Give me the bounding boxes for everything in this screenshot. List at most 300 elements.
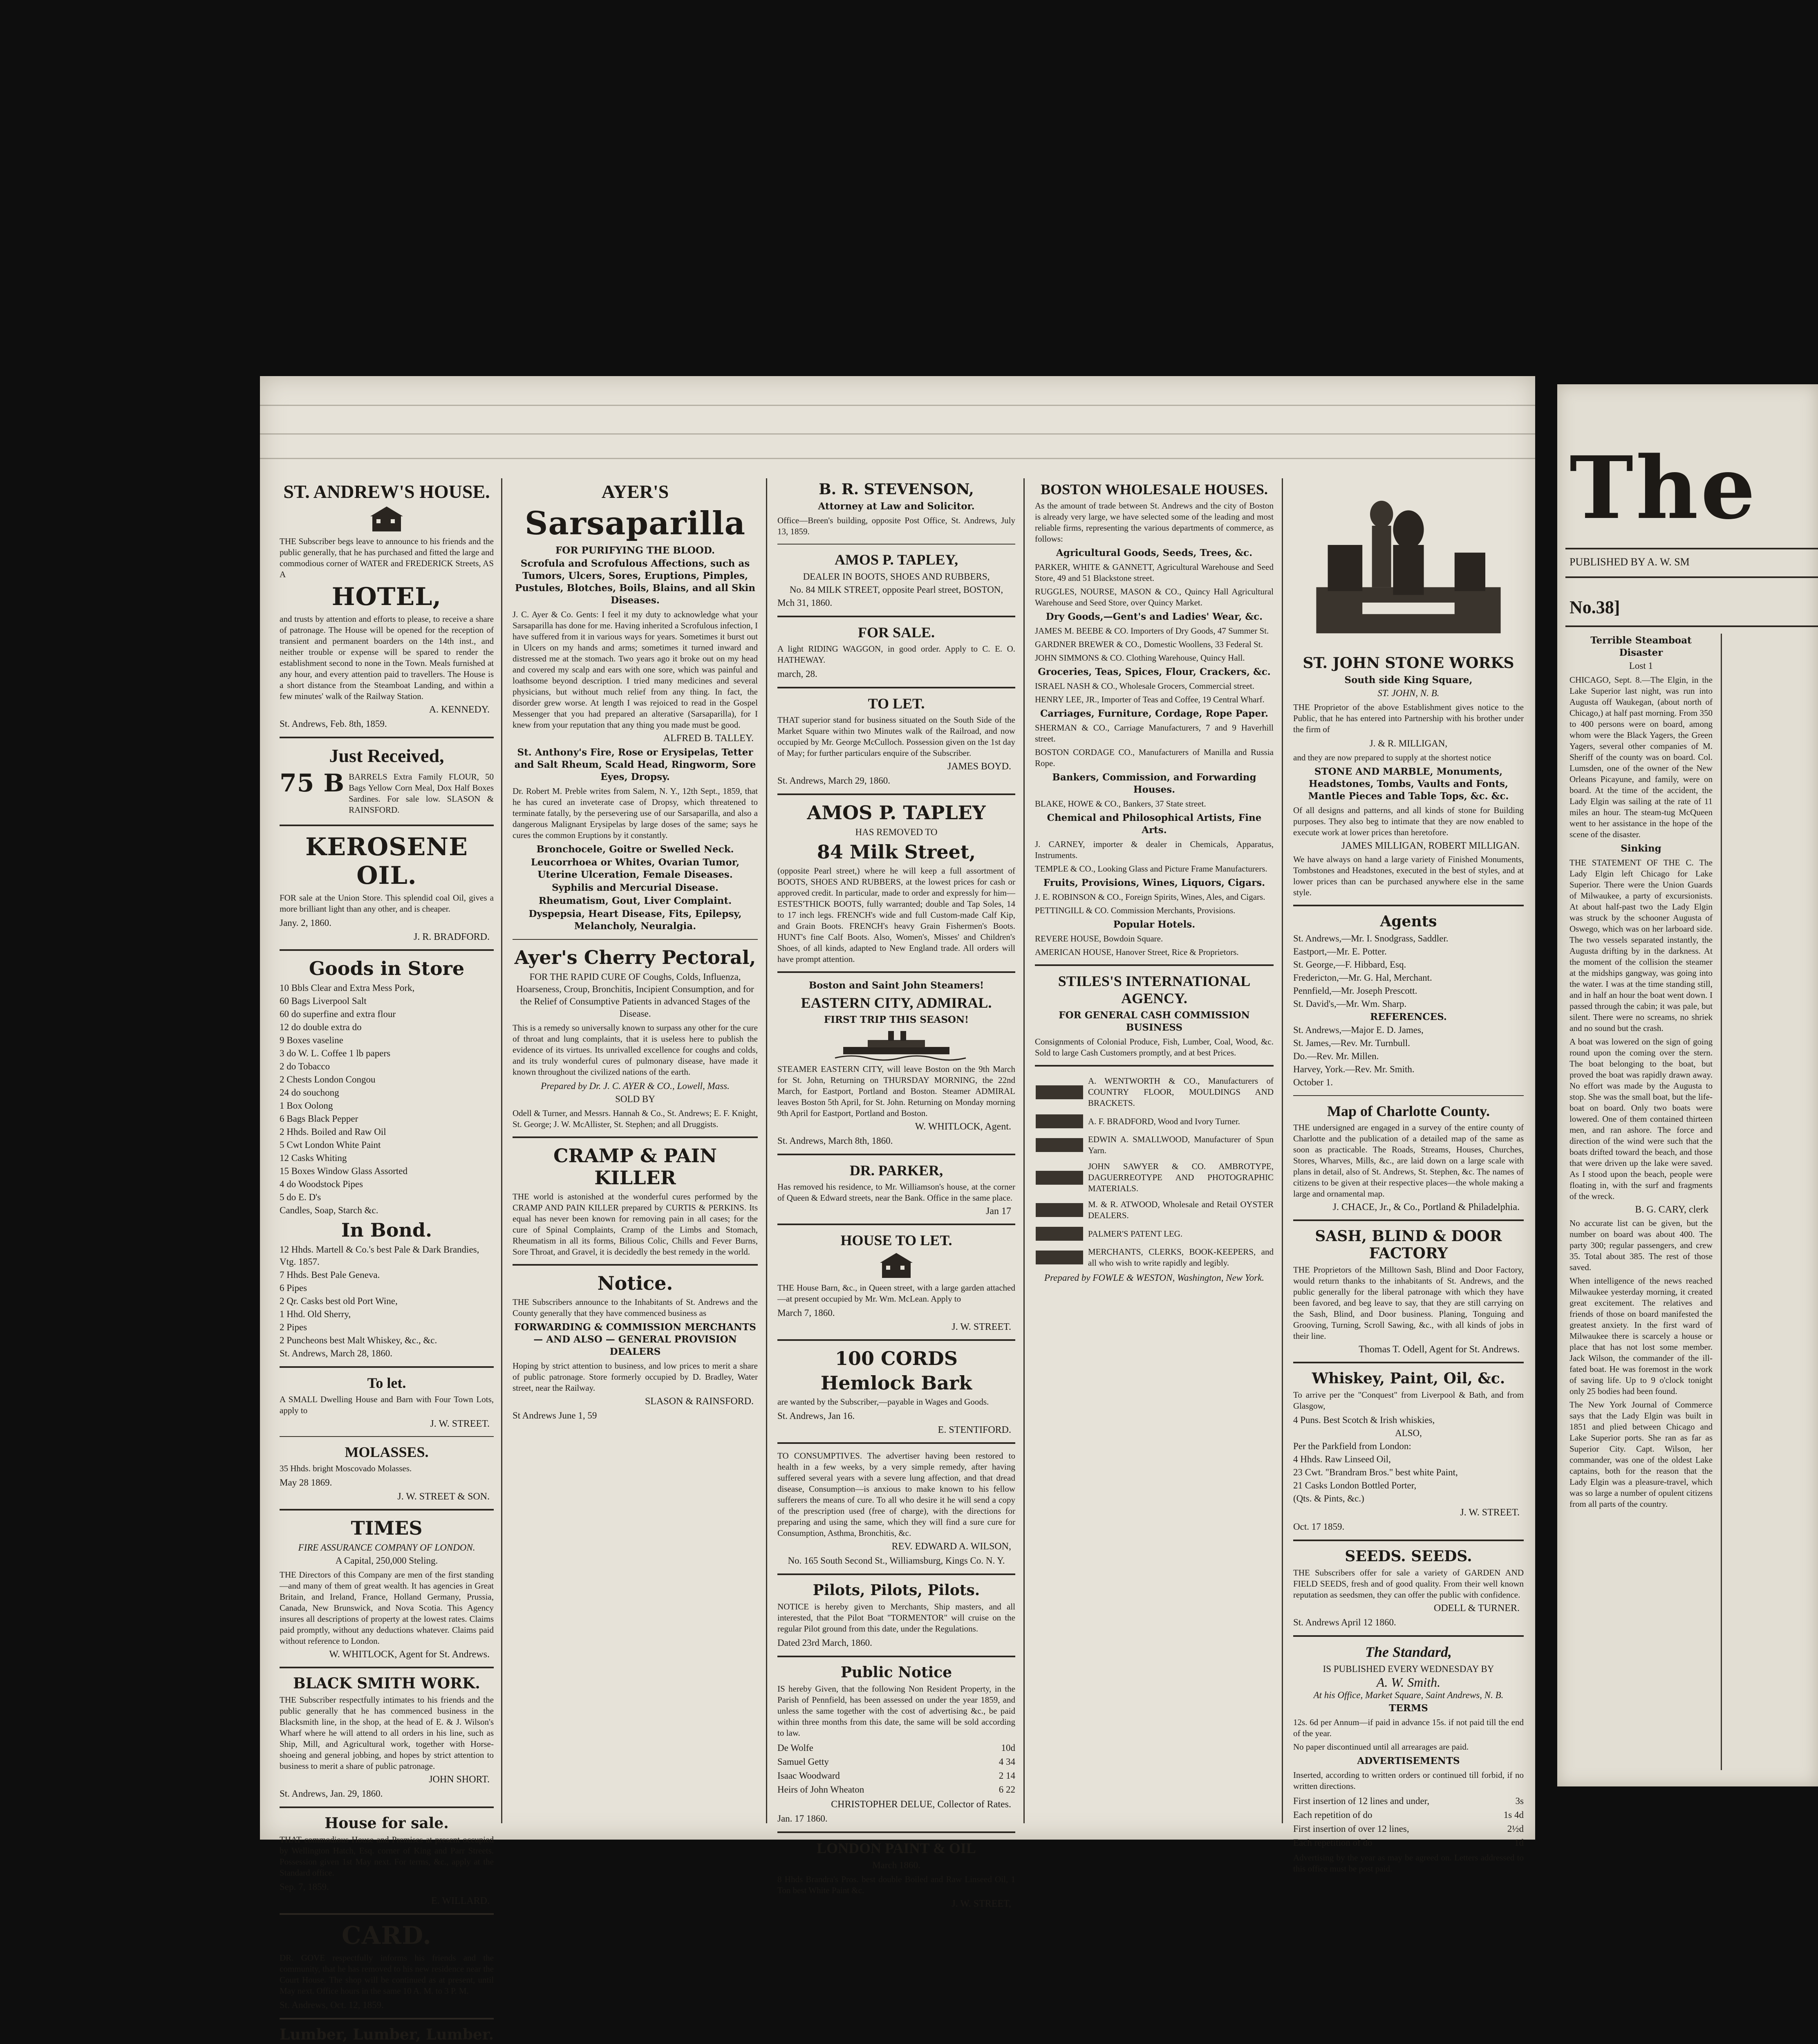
list-item: HENRY LEE, JR., Importer of Teas and Coffee, 19 Central Wharf.: [1035, 695, 1265, 704]
list-item: AMERICAN HOUSE, Hanover Street, Rice & Proprietors.: [1035, 947, 1239, 957]
ad-divider: [280, 1436, 494, 1437]
list-item: 2 Hhds. Boiled and Raw Oil: [280, 1127, 386, 1137]
cell: 4 34: [999, 1757, 1015, 1767]
ad-subtitle: FIRST TRIP THIS SEASON!: [824, 1014, 969, 1025]
ad-title: House for sale.: [325, 1815, 449, 1832]
ad-title: Sarsaparilla: [524, 505, 746, 542]
house-icon: [878, 1251, 915, 1280]
cell: Isaac Woodward: [777, 1771, 840, 1781]
masthead-rule: [1565, 576, 1818, 578]
newspaper-page: [260, 376, 1535, 2043]
ad-date: March 1860.: [872, 1860, 920, 1870]
ad-signature: Thomas T. Odell, Agent for St. Andrews.: [1359, 1344, 1520, 1355]
ad-title: To let.: [367, 1375, 406, 1391]
ad-text: To arrive per the "Conquest" from Liverpool & Bath, and from Glasgow,: [1293, 1390, 1524, 1411]
ad-subtitle: FORWARDING & COMMISSION MERCHANTS — AND ALSO — GENERAL PROVISION DEALERS: [514, 1322, 756, 1357]
ad-subtitle: DEALER IN BOOTS, SHOES AND RUBBERS,: [803, 572, 990, 582]
ad-signature: CHRISTOPHER DELUE, Collector of Rates.: [831, 1799, 1011, 1810]
ad-title: AMOS P. TAPLEY,: [834, 551, 958, 568]
list-item: 5 Cwt London White Paint: [280, 1140, 381, 1150]
ad-title: ST. ANDREW'S HOUSE.: [283, 481, 490, 502]
cell: 10d: [1001, 1743, 1015, 1753]
ad-title: Lumber, Lumber, Lumber.: [280, 2026, 494, 2043]
ad-address: No. 165 South Second St., Williamsburg, Kings Co. N. Y.: [788, 1555, 1005, 1566]
column-3: [770, 478, 1023, 1909]
ad-divider: [777, 793, 1015, 795]
ad-date: St. Andrews, March 29, 1860.: [777, 775, 890, 786]
table-row: [1293, 1794, 1524, 1808]
ad-address: No. 84 MILK STREET, opposite Pearl street, BOSTON,: [789, 585, 1003, 595]
publisher-name: A. W. Smith.: [1376, 1675, 1441, 1690]
list-item: 24 do souchong: [280, 1087, 339, 1098]
list-item: 3 do W. L. Coffee 1 lb papers: [280, 1048, 391, 1058]
list-item: RUGGLES, NOURSE, MASON & CO., Quincy Hall Agricultural Warehouse and Seed Store, over Quincy Market.: [1035, 587, 1274, 607]
column-rule: [1721, 634, 1722, 1770]
ad-divider: [1293, 1219, 1524, 1221]
masthead-rule: [1565, 625, 1818, 627]
list-item: Fredericton,—Mr. G. Hal, Merchant.: [1293, 973, 1432, 983]
section-head: Bankers, Commission, and Forwarding Houses.: [1052, 772, 1256, 795]
ad-text: THE Subscriber respectfully intimates to his friends and the public generally that he has commenced business in the Blacksmith line, in the shop, at the head of E. & J. Wilson's Wharf where he will attend to all orders in his line, such as Ship, Mill, and Agricultural work, together with Horse-shoeing and general jobbing, and hopes by strict attention to business to merit a share of public patronage.: [280, 1695, 494, 1771]
cell: Heirs of John Wheaton: [777, 1784, 864, 1795]
list-item: [1035, 1159, 1274, 1197]
list-item: [1035, 1132, 1274, 1159]
ad-text: Inserted, according to written orders or continued till forbid, if no written directions.: [1293, 1770, 1524, 1791]
list-item: Do.—Rev. Mr. Millen.: [1293, 1051, 1379, 1061]
list-item: 9 Boxes vaseline: [280, 1035, 343, 1045]
ad-text: THE world is astonished at the wonderful cures performed by the CRAMP AND PAIN KILLER prepared by CURTIS & PERKINS. Its equal has never been known for removing pain in all cases; for the cure of Spinal Complaints, Cramp of the Limbs and Stomach, Rheumatism in all its forms, Bilious Colic, Chills and Fever Burns, Sore Throat, and Gravel, it is decidedly the best remedy in the world.: [513, 1192, 758, 1257]
ad-subtitle: TERMS: [1389, 1703, 1428, 1714]
section-head: Groceries, Teas, Spices, Flour, Crackers, &c.: [1038, 666, 1271, 677]
section-head: Carriages, Furniture, Cordage, Rope Paper.: [1040, 708, 1269, 719]
ad-text: Advertising by the year as may be agreed on. Letters addressed to this office must be post paid.: [1293, 1853, 1524, 1874]
ad-date: March 7, 1860.: [777, 1308, 835, 1318]
list-item: [1035, 1244, 1274, 1271]
ad-subtitle: South side King Square,: [1344, 675, 1473, 686]
list-item: 12 do double extra do: [280, 1022, 362, 1032]
ad-text: NOTICE is hereby given to Merchants, Ship masters, and all interested, that the Pilot Boat "TORMENTOR" will cruise on the regular Pilot ground from this date, under the Regulations.: [777, 1602, 1015, 1634]
list-item: [1035, 1197, 1274, 1224]
ad-title: HOTEL,: [331, 583, 442, 611]
ad-divider: [777, 971, 1015, 973]
ad-signature: J. W. STREET.: [952, 1322, 1011, 1332]
news-headline: Terrible Steamboat Disaster: [1590, 635, 1692, 658]
news-signature: B. G. CARY, clerk: [1635, 1204, 1708, 1215]
list-item: 2 Puncheons best Malt Whiskey, &c., &c.: [280, 1335, 437, 1345]
ad-date: St. Andrews, Jan 16.: [777, 1411, 855, 1421]
cell: Samuel Getty: [777, 1757, 829, 1767]
list-item: ISRAEL NASH & CO., Wholesale Grocers, Commercial street.: [1035, 681, 1255, 691]
list-item-text: EDWIN A. SMALLWOOD, Manufacturer of Spun Yarn.: [1088, 1134, 1274, 1155]
ad-date: Jan. 17 1860.: [777, 1813, 828, 1824]
ad-signature: JAMES MILLIGAN, ROBERT MILLIGAN.: [1341, 840, 1520, 851]
ad-date: May 28 1869.: [280, 1477, 332, 1488]
list-item: St. George,—F. Hibbard, Esq.: [1293, 959, 1406, 970]
cell: Each repetition of do: [1293, 1810, 1372, 1820]
ad-title: HOUSE TO LET.: [840, 1232, 952, 1248]
news-text: The New York Journal of Commerce says that the Lady Elgin was built in 1851 and plied between Chicago and Lake Superior ports. She ran as far as Superior City. Capt. Wilson, her commander, was one of the oldest Lake captains, both for the reason that the Lady Elgin was a pleasure-travel, which was so large a number of opulent citizens from all parts of the country.: [1569, 1400, 1713, 1509]
list-item: 1 Box Oolong: [280, 1100, 333, 1111]
ad-title: Agents: [1380, 913, 1437, 930]
masthead-publisher: PUBLISHED BY A. W. SM: [1569, 556, 1690, 568]
ad-title: The Standard,: [1365, 1644, 1452, 1660]
ad-text: THE Subscribers offer for sale a variety of GARDEN AND FIELD SEEDS, fresh and of good quality. From their well known reputation as seedsmen, they can offer the public with confidence.: [1293, 1568, 1524, 1600]
ad-title: SEEDS. SEEDS.: [1345, 1548, 1472, 1565]
masthead-title: The: [1569, 437, 1758, 538]
ad-divider: [777, 1154, 1015, 1155]
ad-signature: W. WHITLOCK, Agent.: [915, 1121, 1011, 1132]
ad-date: St Andrews June 1, 59: [513, 1410, 597, 1421]
list-item: 12 Hhds. Martell & Co.'s best Pale & Dark Brandies, Vtg. 1857.: [280, 1244, 479, 1267]
ad-divider: [513, 1264, 758, 1266]
ad-title: Public Notice: [840, 1664, 952, 1681]
column-1: [272, 478, 501, 2043]
list-item: 10 Bbls Clear and Extra Mess Pork,: [280, 983, 415, 993]
list-item: 4 Puns. Best Scotch & Irish whiskies,: [1293, 1415, 1435, 1425]
ad-divider: [1293, 1540, 1524, 1541]
ad-subtitle: Scrofula and Scrofulous Affections, such as Tumors, Ulcers, Sores, Eruptions, Pimples, Pustules, Blotches, Boils, Blains, and all Skin Diseases.: [515, 558, 755, 606]
list-item: St. Andrews,—Major E. D. James,: [1293, 1025, 1424, 1035]
ad-date: St. Andrews April 12 1860.: [1293, 1617, 1396, 1627]
ad-title: Hemlock Bark: [820, 1372, 972, 1394]
printer-credit: Prepared by FOWLE & WESTON, Washington, New York.: [1044, 1273, 1264, 1283]
ad-text: and trusts by attention and efforts to please, to receive a share of patronage. The House will be opened for the reception of transient and permanent boarders on the 14th inst., and neither trouble or expense will be spared to render the establishment second to none in the Town. Meals furnished at any hour, and every attention paid to travellers. The House is a short distance from the Steamboat Landing, and within a few minutes' walk of the Railway Station.: [280, 614, 494, 701]
list-item: J. E. ROBINSON & CO., Foreign Spirits, Wines, Ales, and Cigars.: [1035, 892, 1265, 902]
ad-date: October 1.: [1293, 1077, 1333, 1087]
list-item: TEMPLE & CO., Looking Glass and Picture Frame Manufacturers.: [1035, 864, 1267, 874]
list-item: PETTINGILL & CO. Commission Merchants, Provisions.: [1035, 905, 1236, 915]
ad-title: MOLASSES.: [345, 1444, 429, 1460]
list-item-text: JOHN SAWYER & CO. AMBROTYPE, DAGUERREOTYPE AND PHOTOGRAPHIC MATERIALS.: [1088, 1161, 1274, 1193]
list-item: ALSO,: [1395, 1428, 1422, 1438]
list-item: 4 do Woodstock Pipes: [280, 1179, 363, 1189]
ad-title: KEROSENE OIL.: [305, 833, 468, 890]
list-item: Per the Parkfield from London:: [1293, 1441, 1411, 1451]
ad-text: FOR sale at the Union Store. This splendid coal Oil, gives a more brilliant light than any other, and is cheaper.: [280, 893, 494, 914]
ad-divider: [1035, 964, 1274, 966]
ad-title: Just Received,: [329, 745, 444, 766]
news-column: [1565, 634, 1717, 1778]
ad-divider: [777, 616, 1015, 617]
section-head: Popular Hotels.: [1113, 919, 1196, 930]
ad-initial: 75 B: [280, 769, 345, 798]
ad-subtitle: ST. JOHN, N. B.: [1377, 688, 1440, 698]
ad-address: At his Office, Market Square, Saint Andrews, N. B.: [1313, 1690, 1504, 1700]
column-rule: [501, 478, 502, 1823]
ad-text: THAT superior stand for business situated on the South Side of the Market Square within two Minutes walk of the Railroad, and now occupied by Mr. George McCulloch. Possession given on the 1st day of May; for further particulars enquire of the Subscriber.: [777, 715, 1015, 758]
column-rule: [1282, 478, 1283, 1823]
cell: 2 14: [999, 1771, 1015, 1781]
ad-divider: [1293, 905, 1524, 906]
list-item: 4 Hhds. Raw Linseed Oil,: [1293, 1454, 1391, 1464]
ad-date: Jan 17: [986, 1206, 1011, 1217]
ad-text: Dr. Robert M. Preble writes from Salem, N. Y., 12th Sept., 1859, that he has cured an inveterate case of Dropsy, which threatened to terminate fatally, by the persevering use of our Sarsaparilla, and also a dangerous Malignant Erysipelas by large doses of the same; says he cures the common Eruptions by it constantly.: [513, 786, 758, 840]
ad-divider: [777, 1656, 1015, 1657]
ad-text: THE Proprietors of the Milltown Sash, Blind and Door Factory, would return thanks to the inhabitants of St. Andrews, and the public generally for the liberal patronage with which they have been favored, and beg leave to say, that they are still carrying on the Sash, Blind, and Door business. Planing, Tonguing and Grooving, Turning, Scroll Sawing, &c., with all kinds of jobs in their line.: [1293, 1265, 1524, 1341]
ad-subtitle: FOR PURIFYING THE BLOOD.: [555, 545, 715, 556]
ad-text: STEAMER EASTERN CITY, will leave Boston on the 9th March for St. John, Returning on THURSDAY MORNING, the 22nd March, for Eastport, Portland and Boston. Steamer ADMIRAL leaves Boston 5th April, for St. John. Returning on Monday morning 9th April for Eastport, Portland and Boston.: [777, 1064, 1015, 1118]
ad-title: SASH, BLIND & DOOR FACTORY: [1315, 1228, 1502, 1262]
ad-text: BARRELS Extra Family FLOUR, 50 Bags Yellow Corn Meal, Dox Half Boxes Sardines. For sale low. SLASON & RAINSFORD.: [349, 772, 494, 815]
list-item-text: A. WENTWORTH & CO., Manufacturers of COUNTRY FLOOR, MOULDINGS AND BRACKETS.: [1088, 1076, 1274, 1108]
ad-title: Pilots, Pilots, Pilots.: [813, 1582, 980, 1599]
cell: 2½d: [1507, 1824, 1524, 1834]
ad-text: TO CONSUMPTIVES. The advertiser having been restored to health in a few weeks, by a very simple remedy, after having suffered several years with a severe lung affection, and that dread disease, Consumption—is anxious to make known to his fellow sufferers the means of cure. To all who desire it he will send a copy of the prescription used (free of charge), with the directions for preparing and using the same, which they will find a sure cure for Consumption, Asthma, Bronchitis, &c.: [777, 1451, 1015, 1538]
table-row: [1293, 1808, 1524, 1822]
list-item: JAMES M. BEEBE & CO. Importers of Dry Goods, 47 Summer St.: [1035, 626, 1269, 636]
ad-date: St. Andrews, Oct. 12, 1859.: [280, 2000, 384, 2010]
ad-subtitle: IS PUBLISHED EVERY WEDNESDAY BY: [1323, 1664, 1494, 1674]
section-head: Fruits, Provisions, Wines, Liquors, Cigars.: [1043, 877, 1265, 888]
ad-subtitle: Bronchocele, Goitre or Swelled Neck.: [536, 844, 734, 855]
table-row: [777, 1783, 1015, 1797]
list-item: Eastport,—Mr. E. Potter.: [1293, 946, 1387, 957]
ad-subtitle: HAS REMOVED TO: [855, 827, 938, 837]
ad-text: Odell & Turner, and Messrs. Hannah & Co., St. Andrews; E. F. Knight, St. George; J. W. McAllister, St. Stephen; and all Druggists.: [513, 1108, 758, 1129]
engraving-icon: [1035, 1168, 1084, 1188]
list-item: SHERMAN & CO., Carriage Manufacturers, 7 and 9 Haverhill street.: [1035, 723, 1274, 744]
ad-text: THE Directors of this Company are men of the first standing—and many of them of great wealth. It has agencies in Great Britain, and Ireland, France, Holland Germany, Prussia, Canada, New Brunswick, and Nova Scotia. This Agency insures all descriptions of property at the lowest rates. Claims paid promptly, without any deductions whatever. Claims paid without reference to London.: [280, 1570, 494, 1646]
ad-text: A light RIDING WAGGON, in good order. Apply to C. E. O. HATHEWAY.: [777, 644, 1015, 665]
list-item: 2 Pipes: [280, 1322, 307, 1332]
ad-text: and they are now prepared to supply at the shortest notice: [1293, 753, 1491, 762]
list-item: Candles, Soap, Starch &c.: [280, 1205, 378, 1215]
ad-text: This is a remedy so universally known to surpass any other for the cure of throat and lung complaints, that it is useless here to publish the evidence of its virtues. Its unrivalled excellence for coughs and colds, and its truly wonderful cures of pulmonary disease, have made it known throughout the civilized nations of the earth.: [513, 1023, 758, 1077]
ad-signature: E. WILLARD.: [431, 1896, 490, 1906]
ad-signature: E. STENTIFORD.: [938, 1425, 1011, 1435]
ad-title: Goods in Store: [309, 957, 465, 979]
ad-title: Ayer's Cherry Pectoral,: [514, 946, 756, 968]
engraving-icon: [1035, 1200, 1084, 1220]
list-item: 2 Chests London Congou: [280, 1074, 376, 1085]
list-item: Pennfield,—Mr. Joseph Prescott.: [1293, 986, 1417, 996]
list-item: JOHN SIMMONS & CO. Clothing Warehouse, Quincy Hall.: [1035, 653, 1245, 663]
list-item: 7 Hhds. Best Pale Geneva.: [280, 1270, 380, 1280]
ad-title: CARD.: [342, 1921, 432, 1950]
column-rule: [1023, 478, 1025, 1823]
paper-crease: [260, 433, 1535, 435]
house-icon: [368, 505, 405, 533]
list-item: 21 Casks London Bottled Porter,: [1293, 1480, 1417, 1490]
ad-text: Office—Breen's building, opposite Post Office, St. Andrews, July 13, 1859.: [777, 515, 1015, 536]
news-text: CHICAGO, Sept. 8.—The Elgin, in the Lake Superior last night, was run into Augusta off Waukegan, (about north of Chicago,) at half past morning. From 350 to 400 persons were on board, among whom were the Black Yagers, the Green Yagers, several other companies of M. Sheriff of the county was on board. Col. Lumsden, one of the owner of the New Orleans Picayune, and family, were on board. At the time of the accident, the Lady Elgin was sailing at the rate of 11 miles an hour. The steam-tug McQueen went to her assistance in the hope of the scene of the disaster.: [1569, 675, 1713, 839]
list-item: 60 Bags Liverpool Salt: [280, 996, 367, 1006]
ad-text: No paper discontinued until all arrearages are paid.: [1293, 1742, 1469, 1752]
news-text: When intelligence of the news reached Milwaukee yesterday morning, it created great excitement. The relatives and friends of those on board manifested the greatest anxiety. In the first ward of Milwaukee there is scarcely a house or place that has not lost some member. Jack Wilson, the commander of the ill-fated boat. He was foremost in the work of saving life. Up to 9 o'clock tonight only 25 bodies had been found.: [1569, 1276, 1713, 1396]
ad-title: LONDON PAINT & OIL: [817, 1840, 976, 1856]
ad-signature: JOHN SHORT.: [429, 1774, 490, 1785]
ad-subtitle: FOR THE RAPID CURE OF Coughs, Colds, Influenza, Hoarseness, Croup, Bronchitis, Incipient Consumption, and for the Relief of Consumptive Patients in advanced Stages of the Disease.: [516, 972, 754, 1019]
ad-title: EASTERN CITY, ADMIRAL.: [801, 995, 992, 1011]
list-item-text: A. F. BRADFORD, Wood and Ivory Turner.: [1088, 1116, 1240, 1126]
list-item-text: PALMER'S PATENT LEG.: [1088, 1228, 1183, 1239]
ad-text: DR. GOVE respectfully informs his friends and the community, that he has removed to his new residence near the Court House. The shop will be continued as at present, until May next. Office hours in the same 10 A. M. to 3 P. M.: [280, 1953, 494, 1996]
ad-signature: A. KENNEDY.: [429, 704, 490, 715]
ad-title: 100 CORDS: [835, 1347, 958, 1369]
news-subhead: Lost 1: [1629, 661, 1653, 671]
ad-subtitle: Dyspepsia, Heart Disease, Fits, Epilepsy, Melancholy, Neuralgia.: [528, 908, 742, 932]
ad-divider: [280, 949, 494, 951]
paper-crease: [260, 405, 1535, 406]
ad-title: AMOS P. TAPLEY: [807, 802, 986, 824]
ad-text: A SMALL Dwelling House and Barn with Four Town Lots, apply to: [280, 1394, 494, 1415]
list-item: Harvey, York.—Rev. Mr. Smith.: [1293, 1064, 1415, 1074]
list-item: [1035, 1111, 1274, 1132]
ad-text: IS hereby Given, that the following Non Resident Property, in the Parish of Pennfield, has been assessed on under the year 1859, and unless the same together with the cost of advertising &c., be paid within three months from this date, the same will be sold according to law.: [777, 1684, 1015, 1738]
column-2: [505, 478, 765, 1827]
issue-number: No.38]: [1569, 597, 1620, 617]
list-item: 23 Cwt. "Brandram Bros." best white Paint,: [1293, 1467, 1458, 1477]
next-page: [1557, 384, 1818, 1786]
engraving-icon: [1035, 1247, 1084, 1268]
ad-signature: SLASON & RAINSFORD.: [645, 1396, 754, 1407]
ad-date: St. Andrews, March 8th, 1860.: [777, 1136, 893, 1146]
ad-subtitle: FOR GENERAL CASH COMMISSION BUSINESS: [1059, 1010, 1250, 1033]
ad-title: TIMES: [351, 1517, 423, 1539]
ad-signature: REV. EDWARD A. WILSON,: [891, 1541, 1011, 1552]
table-row: [777, 1769, 1015, 1783]
ad-signature: J. W. STREET.: [430, 1419, 490, 1429]
ad-text: Consignments of Colonial Produce, Fish, Lumber, Coal, Wood, &c. Sold to large Cash Customers promptly, and at best Prices.: [1035, 1037, 1274, 1058]
ad-title: DR. PARKER,: [849, 1162, 943, 1179]
cell: 1d: [1514, 1838, 1524, 1848]
list-item: REVERE HOUSE, Bowdoin Square.: [1035, 934, 1163, 944]
ad-divider: [1035, 1065, 1274, 1067]
ad-maker: Prepared by Dr. J. C. AYER & CO., Lowell, Mass.: [541, 1081, 730, 1091]
ad-divider: [777, 687, 1015, 688]
section-head: Chemical and Philosophical Artists, Fine Arts.: [1047, 812, 1262, 836]
ad-signature: J. W. STREET.: [1460, 1507, 1520, 1518]
ad-date: Dated 23rd March, 1860.: [777, 1638, 872, 1648]
list-item: GARDNER BREWER & CO., Domestic Woollens, 33 Federal St.: [1035, 639, 1263, 649]
ad-title: AYER'S: [601, 481, 669, 502]
list-item: 2 Qr. Casks best old Port Wine,: [280, 1296, 398, 1306]
ad-signature: J. R. BRADFORD.: [413, 932, 490, 942]
ad-title: Whiskey, Paint, Oil, &c.: [1312, 1370, 1505, 1387]
ad-text: THE undersigned are engaged in a survey of the entire county of Charlotte and the publication of a detailed map of the same as soon as practicable. The Roads, Streams, Houses, Churches, Stores, Wharves, Mills, &c., are laid down on a large scale with plans in detail, also of St. Andrews, St. Stephen, &c. The names of citizens to be given at their respective places—the whole making a large and ornamental map.: [1293, 1123, 1524, 1199]
table-row: [777, 1741, 1015, 1755]
ad-date: march, 28.: [777, 669, 817, 679]
ad-subtitle: Leucorrhoea or Whites, Ovarian Tumor, Uterine Ulceration, Female Diseases.: [531, 857, 740, 880]
list-item: St. Andrews,—Mr. I. Snodgrass, Saddler.: [1293, 933, 1449, 944]
list-item: 12 Casks Whiting: [280, 1153, 347, 1163]
news-text: THE STATEMENT OF THE C. The Lady Elgin left Chicago for Lake Superior. There were the Union Guards of Milwaukee, a party of excursionists. At about half-past two the Lady Elgin was struck by the schooner Augusta of Oswego, which was on her larboard side. The two vessels separated instantly, the Augusta drifting by in the darkness. At the moment of the collision the steamer at the midships gangway, was going into the water. I was at the time standing still, and in half an hour the boat went down. I passed through the cabin; it was pale, but silent. There were no screams, no shriek and no sound but the crash.: [1569, 858, 1713, 1033]
list-item: BOSTON CORDAGE CO., Manufacturers of Manilla and Russia Rope.: [1035, 747, 1274, 768]
ad-divider: [777, 1831, 1015, 1833]
ad-divider: [513, 939, 758, 940]
ad-text: As the amount of trade between St. Andrews and the city of Boston is already very large, we have selected some of the leading and most reliable firms, representing the various departments of commerce, as follows:: [1035, 501, 1274, 544]
ad-date: St. Andrews, Jan. 29, 1860.: [280, 1788, 383, 1799]
table-row: [777, 1755, 1015, 1769]
ad-text: We have always on hand a large variety of Finished Monuments, Tombstones and Headstones, executed in the best of styles, and at lower prices than can be purchased anywhere else in the same style.: [1293, 854, 1524, 897]
ad-date: Mch 31, 1860.: [777, 598, 833, 608]
cell: Each repetition of do: [1293, 1838, 1372, 1848]
ad-divider: [280, 2018, 494, 2019]
ad-signature: JAMES BOYD.: [947, 761, 1011, 772]
ad-text: (opposite Pearl street,) where he will keep a full assortment of BOOTS, SHOES AND RUBBERS, at the lowest prices for cash or approved credit. In particular, made to order and expressly for him— ESTES'THICK BOOTS, fully warranted; double and Tap Soles, 14 to 17 inch legs. FRENCH's wide and full Custom-made Calf Kip, and Grain Boots. FRENCH's heavy Grain Fishermen's Boots. HUNT's fine Calf Boots. Also, Women's, Misses' and Children's Shoes, of all kinds, adapted to New England trade. All orders will have prompt attention.: [777, 866, 1015, 964]
ad-signature: W. WHITLOCK, Agent for St. Andrews.: [329, 1649, 490, 1660]
ad-subtitle: ADVERTISEMENTS: [1357, 1755, 1460, 1766]
ad-divider: [1293, 1095, 1524, 1096]
ad-subtitle: REFERENCES.: [1370, 1011, 1447, 1022]
list-item: 5 do E. D's: [280, 1192, 321, 1202]
masthead-rule: [1565, 548, 1818, 549]
list-item: 60 do superfine and extra flour: [280, 1009, 396, 1019]
ad-title: BOSTON WHOLESALE HOUSES.: [1041, 481, 1268, 498]
list-item: 6 Bags Black Pepper: [280, 1114, 358, 1124]
engraving-icon: [1035, 1135, 1084, 1155]
ad-sold-by: SOLD BY: [615, 1094, 655, 1104]
cell: 1s 4d: [1503, 1810, 1524, 1820]
ad-date: Oct. 17 1859.: [1293, 1522, 1345, 1532]
ad-text: THE Subscribers announce to the Inhabitants of St. Andrews and the County generally that they have commenced business as: [513, 1297, 758, 1318]
ad-subtitle: FIRE ASSURANCE COMPANY OF LONDON.: [298, 1542, 475, 1553]
ad-divider: [280, 1509, 494, 1511]
ad-divider: [280, 1366, 494, 1368]
engraving-icon: [1035, 1224, 1084, 1244]
list-item: (Qts. & Pints, &c.): [1293, 1493, 1364, 1504]
ad-title: B. R. STEVENSON,: [819, 481, 974, 498]
ad-head: Boston and Saint John Steamers!: [808, 980, 984, 991]
ad-title: Notice.: [597, 1272, 673, 1294]
cell: 3s: [1515, 1796, 1524, 1806]
ad-subtitle: Syphilis and Mercurial Disease.: [552, 882, 719, 893]
ad-date: Jany. 2, 1860.: [280, 918, 331, 928]
stone-works-engraving-icon: [1293, 482, 1524, 646]
column-4: [1028, 478, 1281, 1827]
section-head: Dry Goods,—Gent's and Ladies' Wear, &c.: [1046, 611, 1263, 622]
ad-title: ST. JOHN STONE WORKS: [1303, 654, 1514, 672]
table-row: [1293, 1836, 1524, 1850]
paper-crease: [260, 458, 1535, 459]
ad-title: TO LET.: [868, 695, 925, 712]
ad-signature: J. CHACE, Jr., & Co., Portland & Philadelphia.: [1332, 1202, 1520, 1213]
ad-text: Has removed his residence, to Mr. Williamson's house, at the corner of Queen & Edward streets, near the Bank. Office in the same place.: [777, 1182, 1015, 1203]
list-item: St. David's,—Mr. Wm. Sharp.: [1293, 999, 1407, 1009]
list-item: St. James,—Rev. Mr. Turnbull.: [1293, 1038, 1411, 1048]
list-item-text: MERCHANTS, CLERKS, BOOK-KEEPERS, and all who wish to write rapidly and legibly.: [1088, 1247, 1274, 1268]
ad-divider: [777, 1224, 1015, 1225]
ad-title: FOR SALE.: [858, 624, 935, 641]
column-rule: [766, 478, 767, 1823]
ad-text: J. C. Ayer & Co. Gents: I feel it my duty to acknowledge what your Sarsaparilla has done for me. Having inherited a Scrofulous infection, I have suffered from it in various ways for years. Sometimes it burst out in Ulcers on my hands and arms; sometimes it turned inward and distressed me at the stomach. Two years ago it broke out on my head and covered my scalp and ears with one sore, which was painful and loathsome beyond description. I tried many medicines and several physicians, but without much relief from any thing. In fact, the disorder grew worse. At length I was rejoiced to read in the Gospel Messenger that you had prepared an alterative (Sarsaparilla), for I knew from your reputation that any thing you made must be good.: [513, 610, 758, 730]
ad-date: Sep. 7, 1859.: [280, 1882, 329, 1892]
ad-subtitle: St. Anthony's Fire, Rose or Erysipelas, Tetter and Salt Rheum, Scald Head, Ringworm, Sore Eyes, Dropsy.: [514, 747, 756, 782]
news-subhead: Sinking: [1621, 843, 1661, 854]
ad-subtitle: A Capital, 250,000 Steling.: [335, 1555, 438, 1566]
cell: First insertion of 12 lines and under,: [1293, 1796, 1430, 1806]
ad-divider: [280, 1806, 494, 1808]
section-head: Agricultural Goods, Seeds, Trees, &c.: [1056, 547, 1253, 558]
list-item: 1 Hhd. Old Sherry,: [280, 1309, 351, 1319]
list-item: 15 Boxes Window Glass Assorted: [280, 1166, 407, 1176]
ad-title: BLACK SMITH WORK.: [293, 1675, 480, 1692]
ad-divider: [280, 1667, 494, 1668]
ad-divider: [777, 1339, 1015, 1341]
engraving-icon: [1035, 1082, 1084, 1103]
ad-subtitle: In Bond.: [341, 1219, 432, 1241]
ad-text: 8 Hhds Brandra's Pros. best double Boiled and Raw Linseed Oil, 1 Ton best White Paint &c.: [777, 1874, 1015, 1895]
ad-divider: [280, 1913, 494, 1915]
ad-title: STILES'S INTERNATIONAL AGENCY.: [1058, 973, 1251, 1006]
ad-text: 35 Hhds. bright Moscovado Molasses.: [280, 1464, 412, 1473]
ad-text: Hoping by strict attention to business, and low prices to merit a share of public patronage. Store formerly occupied by D. Bradley, Water street, near the Railway.: [513, 1361, 758, 1393]
news-text: No accurate list can be given, but the number on board was about 400. The party 300; regular passengers, and crew 35. Total about 385. The rest of those saved.: [1569, 1218, 1713, 1272]
ad-text: THE Proprietor of the above Establishment gives notice to the Public, that he has entered into Partnership with his brother under the firm of: [1293, 702, 1524, 734]
ad-divider: [777, 1573, 1015, 1575]
ad-text: THE Subscriber begs leave to announce to his friends and the public generally, that he has purchased and fitted the large and commodious corner of WATER and FREDERICK Streets, AS A: [280, 536, 494, 579]
list-item: 2 do Tobacco: [280, 1061, 330, 1071]
